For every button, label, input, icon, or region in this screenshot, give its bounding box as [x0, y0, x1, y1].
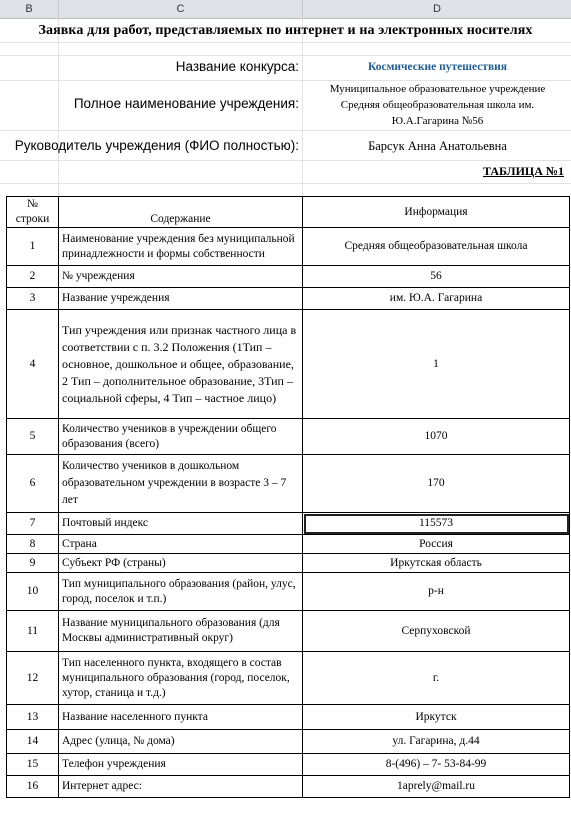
column-header-d[interactable]: D	[433, 3, 441, 15]
header-row-number	[7, 197, 59, 228]
row-number: 2	[7, 266, 59, 288]
row-info[interactable]: Иркутская область	[303, 554, 570, 573]
table-header-row	[7, 197, 570, 228]
gridline	[302, 18, 303, 198]
table-row	[7, 266, 570, 288]
row-number: 6	[7, 455, 59, 513]
table-number-label: ТАБЛИЦА №1	[482, 164, 564, 178]
institution-label: Полное наименование учреждения:	[73, 96, 299, 111]
row-content[interactable]: Название населенного пункта	[59, 705, 303, 730]
row-number: 5	[7, 419, 59, 455]
row-content[interactable]: Наименование учреждения без муниципальной принадлежности и формы собственности	[59, 228, 303, 266]
column-header-bar	[0, 0, 571, 19]
table-row	[7, 535, 570, 554]
header-content: Содержание	[59, 197, 303, 228]
row-number: 11	[7, 611, 59, 652]
row-content[interactable]: Страна	[59, 535, 303, 554]
row-info[interactable]: Иркутск	[303, 705, 570, 730]
head-label: Руководитель учреждения (ФИО полностью):	[14, 138, 299, 153]
row-content[interactable]: Количество учеников в учреждении общего образования (всего)	[59, 419, 303, 455]
table-row	[7, 652, 570, 705]
table-row	[7, 573, 570, 611]
row-number: 14	[7, 730, 59, 754]
row-number: 8	[7, 535, 59, 554]
row-content[interactable]: Интернет адрес:	[59, 776, 303, 798]
row-number: 10	[7, 573, 59, 611]
selected-cell[interactable]: 115573	[303, 513, 570, 535]
row-info[interactable]: 170	[303, 455, 570, 513]
contest-value[interactable]: Космические путешествия	[367, 61, 508, 73]
row-content[interactable]: Почтовый индекс	[59, 513, 303, 535]
info-table	[6, 196, 570, 798]
row-number: 16	[7, 776, 59, 798]
head-value[interactable]: Барсук Анна Анатольевна	[368, 139, 507, 153]
contest-label: Название конкурса:	[175, 59, 299, 74]
row-content[interactable]: Тип учреждения или признак частного лица в соответствии с п. 3.2 Положения (1Тип – основное, дошкольное и общее, образование, 2 Тип – дополнительное образование, 3Тип – социальной сферы, 4 Тип – частное лицо)	[59, 310, 303, 419]
gridline	[0, 42, 571, 43]
table-row	[7, 513, 570, 535]
row-content[interactable]: Тип населенного пункта, входящего в состав муниципального образования (город, поселок, хутор, станица и т.д.)	[59, 652, 303, 705]
gridline	[0, 130, 571, 131]
header-info: Информация	[303, 197, 570, 228]
row-number: 4	[7, 310, 59, 419]
institution-line-3: Ю.А.Гагарина №56	[391, 115, 484, 127]
table-row	[7, 228, 570, 266]
row-number: 12	[7, 652, 59, 705]
row-info[interactable]: р-н	[303, 573, 570, 611]
row-info[interactable]: им. Ю.А. Гагарина	[303, 288, 570, 310]
row-number: 13	[7, 705, 59, 730]
header-row-number-line2: строки	[15, 213, 50, 225]
gridline	[0, 183, 571, 184]
table-row	[7, 310, 570, 419]
row-info[interactable]: 1070	[303, 419, 570, 455]
row-info[interactable]: 8-(496) – 7- 53-84-99	[303, 754, 570, 776]
table-row	[7, 611, 570, 652]
page-title: Заявка для работ, представляемых по интернет и на электронных носителях	[38, 23, 533, 38]
table-row	[7, 754, 570, 776]
row-content[interactable]: Адрес (улица, № дома)	[59, 730, 303, 754]
table-row	[7, 455, 570, 513]
row-content[interactable]: Название учреждения	[59, 288, 303, 310]
row-info[interactable]: Серпуховской	[303, 611, 570, 652]
row-content[interactable]: Тип муниципального образования (район, улус, город, поселок и т.п.)	[59, 573, 303, 611]
gridline	[0, 160, 571, 161]
row-info[interactable]: ул. Гагарина, д.44	[303, 730, 570, 754]
table-row	[7, 776, 570, 798]
table-row	[7, 705, 570, 730]
row-number: 9	[7, 554, 59, 573]
row-info[interactable]: г.	[303, 652, 570, 705]
row-content[interactable]: Название муниципального образования (для Москвы административный округ)	[59, 611, 303, 652]
row-content[interactable]: Количество учеников в дошкольном образовательном учреждении в возрасте 3 – 7 лет	[59, 455, 303, 513]
row-content[interactable]: Телефон учреждения	[59, 754, 303, 776]
row-info[interactable]: 1aprely@mail.ru	[303, 776, 570, 798]
institution-line-2: Средняя общеобразовательная школа им.	[340, 99, 535, 111]
row-number: 3	[7, 288, 59, 310]
institution-value[interactable]	[304, 81, 571, 129]
header-row-number-line1: №	[27, 198, 38, 210]
column-header-c[interactable]: C	[59, 0, 303, 18]
row-info[interactable]: Россия	[303, 535, 570, 554]
row-info[interactable]: 1	[303, 310, 570, 419]
row-number: 1	[7, 228, 59, 266]
table-row	[7, 419, 570, 455]
column-header-b[interactable]: B	[0, 0, 59, 18]
row-content[interactable]: Субъект РФ (страны)	[59, 554, 303, 573]
table-row	[7, 554, 570, 573]
gridline	[0, 55, 571, 56]
table-row	[7, 288, 570, 310]
row-info[interactable]: Средняя общеобразовательная школа	[303, 228, 570, 266]
row-number: 15	[7, 754, 59, 776]
table-row	[7, 730, 570, 754]
institution-line-1: Муниципальное образовательное учреждение	[329, 83, 546, 95]
row-info[interactable]: 56	[303, 266, 570, 288]
row-number: 7	[7, 513, 59, 535]
row-content[interactable]: № учреждения	[59, 266, 303, 288]
